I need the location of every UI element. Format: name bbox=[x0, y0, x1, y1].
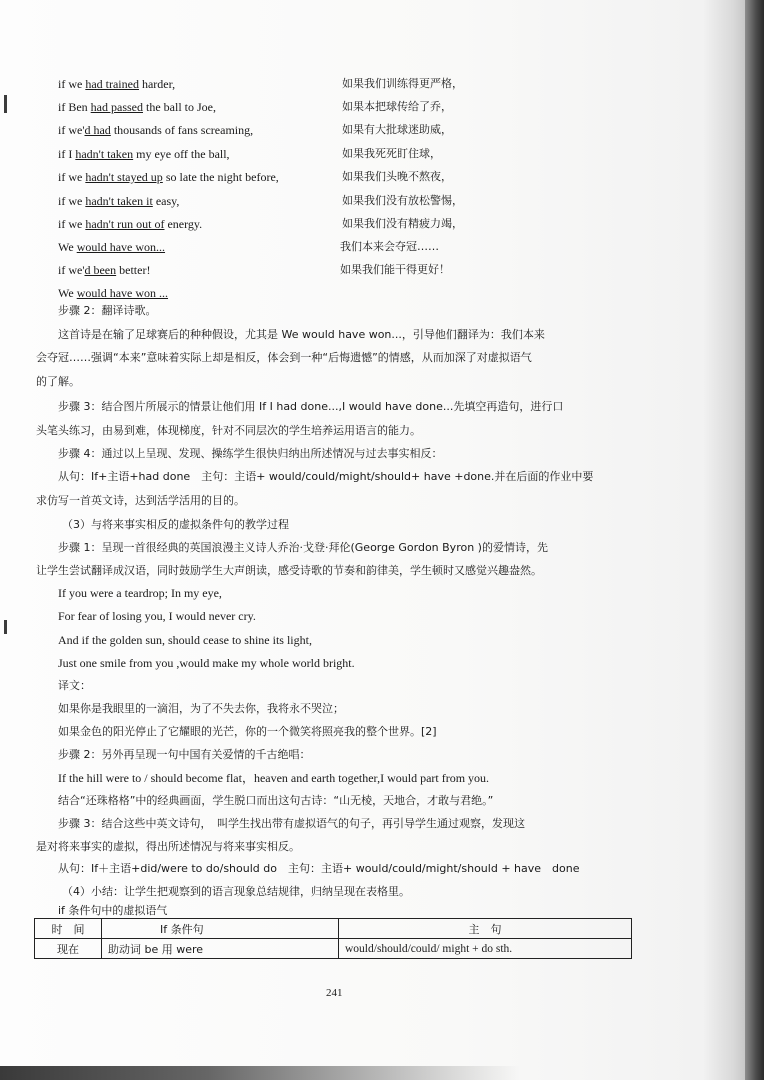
poem-line-en: if we'd had thousands of fans screaming, bbox=[58, 123, 254, 137]
poem-line-en: if we had trained harder, bbox=[58, 77, 176, 91]
table-header-row bbox=[35, 919, 632, 939]
scan-edge bbox=[745, 0, 764, 1080]
poem-line: If the hill were to / should become flat，heaven and earth together,I would part from you. bbox=[58, 771, 490, 785]
page-number: 241 bbox=[326, 987, 343, 999]
paragraph: 步骤 2：另外再呈现一句中国有关爱情的千古绝唱： bbox=[58, 748, 311, 761]
poem-line-en: if we hadn't taken it easy, bbox=[58, 194, 180, 208]
poem-line-zh: 如果我们能干得更好！ bbox=[340, 263, 450, 276]
rule-line: 从句：If＋主语+did/were to do/should do 主句：主语+ would/could/might/should + have done bbox=[58, 862, 580, 875]
paragraph: 步骤 1：呈现一首很经典的英国浪漫主义诗人乔治·戈登·拜伦(George Gordon Byron )的爱情诗，先 bbox=[58, 541, 548, 554]
table-header-cell: If 条件句 bbox=[102, 919, 339, 939]
paragraph: 结合“还珠格格”中的经典画面，学生脱口而出这句古诗：“山无棱，天地合，才敢与君绝。” bbox=[58, 794, 494, 807]
paragraph: 让学生尝试翻译成汉语，同时鼓励学生大声朗读，感受诗歌的节奏和韵律美，学生顿时又感觉兴趣盎然。 bbox=[36, 564, 542, 577]
paragraph: 步骤 3：结合这些中英文诗句， 叫学生找出带有虚拟语气的句子，再引导学生通过观察，发现这 bbox=[58, 817, 525, 830]
poem-line-zh: 如果我死死盯住球， bbox=[342, 147, 441, 160]
poem-line-zh: 如果我们没有放松警惕， bbox=[342, 194, 463, 207]
table-cell: 助动词 be 用 were bbox=[102, 939, 339, 959]
translation-line: 如果金色的阳光停止了它耀眼的光芒，你的一个微笑将照亮我的整个世界。[2] bbox=[58, 725, 437, 738]
poem-line-zh: 如果我们头晚不熬夜， bbox=[342, 170, 452, 183]
poem-line-zh: 如果本把球传给了乔， bbox=[342, 100, 452, 113]
scan-shadow bbox=[0, 1066, 520, 1080]
rule-line: 从句：If+主语+had done 主句：主语+ would/could/might/should+ have +done.并在后面的作业中要 bbox=[58, 470, 594, 483]
section-heading: （3）与将来事实相反的虚拟条件句的教学过程 bbox=[62, 518, 289, 531]
table-caption: if 条件句中的虚拟语气 bbox=[58, 904, 168, 917]
scan-mark bbox=[4, 95, 7, 113]
paragraph: 头笔头练习，由易到难，体现梯度，针对不同层次的学生培养运用语言的能力。 bbox=[36, 424, 421, 437]
paragraph: 会夺冠……强调“本来”意味着实际上却是相反，体会到一种“后悔遗憾”的情感，从而加深了对虚拟语气 bbox=[36, 351, 532, 364]
paragraph: 求仿写一首英文诗，达到活学活用的目的。 bbox=[36, 494, 245, 507]
poem-line-en: if we hadn't run out of energy. bbox=[58, 217, 203, 231]
poem-line-en: We would have won... bbox=[58, 240, 166, 254]
translation-label: 译文： bbox=[58, 679, 91, 692]
table-header-cell: 主 句 bbox=[339, 919, 632, 939]
paragraph: 步骤 3：结合图片所展示的情景让他们用 If I had done...,I would have done...先填空再造句，进行口 bbox=[58, 400, 564, 413]
poem-line-zh: 我们本来会夺冠…… bbox=[340, 240, 439, 253]
poem-line-en: We would have won ... bbox=[58, 286, 169, 300]
poem-line: For fear of losing you, I would never cry. bbox=[58, 609, 256, 623]
poem-line-en: if I hadn't taken my eye off the ball, bbox=[58, 147, 230, 161]
poem-line-en: if we'd been better! bbox=[58, 263, 151, 277]
poem-line: And if the golden sun, should cease to shine its light, bbox=[58, 633, 312, 647]
poem-line: Just one smile from you ,would make my whole world bright. bbox=[58, 656, 355, 670]
poem-line-zh: 如果我们训练得更严格， bbox=[342, 77, 463, 90]
table-row bbox=[35, 939, 632, 959]
table-cell: would/should/could/ might + do sth. bbox=[339, 939, 632, 959]
paragraph: 步骤 4：通过以上呈现、发现、操练学生很快归纳出所述情况与过去事实相反： bbox=[58, 447, 443, 460]
poem-line: If you were a teardrop; In my eye, bbox=[58, 586, 222, 600]
table-cell: 现在 bbox=[35, 939, 102, 959]
poem-line-en: if Ben had passed the ball to Joe, bbox=[58, 100, 216, 114]
paragraph: 的了解。 bbox=[36, 375, 80, 388]
poem-line-en: if we hadn't stayed up so late the night before, bbox=[58, 170, 279, 184]
section-heading: （4）小结：让学生把观察到的语言现象总结规律，归纳呈现在表格里。 bbox=[62, 885, 410, 898]
step2-title: 步骤 2：翻译诗歌。 bbox=[58, 304, 157, 317]
scan-mark bbox=[4, 620, 7, 634]
table-header-cell: 时 间 bbox=[35, 919, 102, 939]
poem-line-zh: 如果我们没有精疲力竭， bbox=[342, 217, 463, 230]
paragraph: 是对将来事实的虚拟，得出所述情况与将来事实相反。 bbox=[36, 840, 300, 853]
poem-line-zh: 如果有大批球迷助威， bbox=[342, 123, 452, 136]
subjunctive-table bbox=[34, 918, 632, 959]
paragraph: 这首诗是在输了足球赛后的种种假设，尤其是 We would have won...，引导他们翻译为：我们本来 bbox=[58, 328, 545, 341]
translation-line: 如果你是我眼里的一滴泪，为了不失去你，我将永不哭泣； bbox=[58, 702, 344, 715]
